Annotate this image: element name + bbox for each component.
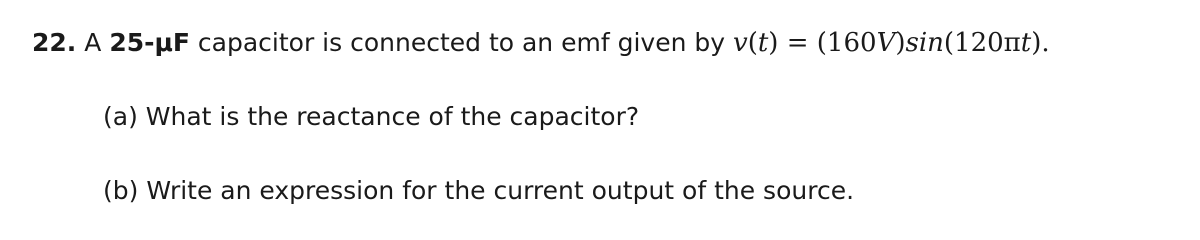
emf-equation	[733, 28, 1050, 58]
equation-argument-open: (120π	[943, 28, 1021, 58]
equation-lhs-open: (	[747, 28, 758, 58]
capacitance-value: 25-μF	[109, 28, 190, 57]
part-a-question: What is the reactance of the capacitor?	[145, 102, 640, 131]
equation-amplitude-open: (160	[816, 28, 877, 58]
equation-argument-variable: t	[1020, 28, 1032, 58]
part-b	[103, 174, 854, 208]
statement-text-before: A	[84, 28, 102, 57]
part-b-label: (b)	[103, 176, 139, 205]
equation-sine-function: sin	[905, 28, 944, 58]
equation-equals: =	[786, 28, 809, 58]
equation-argument-close: ).	[1031, 28, 1050, 58]
part-b-question: Write an expression for the current output of the source.	[146, 176, 855, 205]
equation-lhs-close: )	[768, 28, 779, 58]
part-a-label: (a)	[103, 102, 138, 131]
equation-amplitude-unit: V	[876, 28, 896, 58]
problem-statement	[32, 26, 1050, 60]
equation-lhs-function: v	[732, 28, 748, 58]
part-a	[103, 100, 639, 134]
problem-number: 22.	[32, 28, 77, 57]
equation-lhs-variable: t	[757, 28, 769, 58]
statement-text-after: capacitor is connected to an emf given by	[197, 28, 726, 57]
equation-amplitude-close: )	[895, 28, 906, 58]
